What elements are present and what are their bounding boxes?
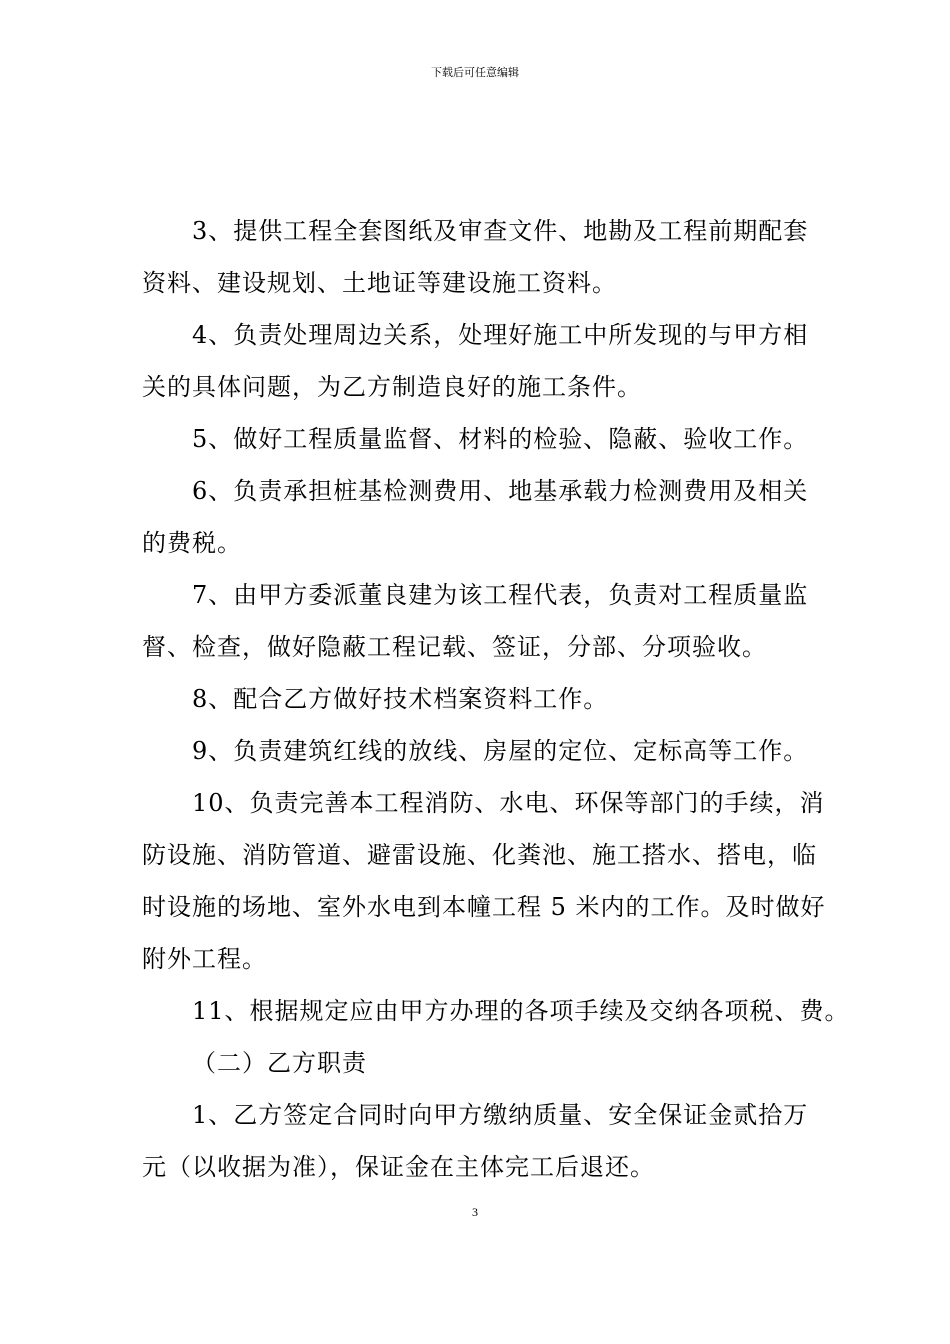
paragraph-line: 督、检查，做好隐蔽工程记载、签证，分部、分项验收。 [142,633,767,661]
section-heading: （二）乙方职责 [192,1049,367,1077]
paragraph-line: 的费税。 [142,529,242,557]
paragraph-line: 6、负责承担桩基检测费用、地基承载力检测费用及相关 [192,477,809,505]
paragraph-line: 元（以收据为准），保证金在主体完工后退还。 [142,1153,655,1181]
paragraph-line: 7、由甲方委派董良建为该工程代表，负责对工程质量监 [192,581,809,609]
paragraph-line: 11、根据规定应由甲方办理的各项手续及交纳各项税、费。 [192,997,850,1025]
paragraph-line: 9、负责建筑红线的放线、房屋的定位、定标高等工作。 [192,737,809,765]
paragraph-line: 8、配合乙方做好技术档案资料工作。 [192,685,609,713]
document-body [142,205,850,1193]
paragraph-line: 时设施的场地、室外水电到本幢工程 5 米内的工作。及时做好 [142,893,826,921]
paragraph-line: 5、做好工程质量监督、材料的检验、隐蔽、验收工作。 [192,425,809,453]
paragraph-line: 4、负责处理周边关系，处理好施工中所发现的与甲方相 [192,321,809,349]
paragraph-line: 资料、建设规划、土地证等建设施工资料。 [142,269,617,297]
paragraph-line: 关的具体问题，为乙方制造良好的施工条件。 [142,373,642,401]
paragraph-line: 10、负责完善本工程消防、水电、环保等部门的手续，消 [192,789,825,817]
paragraph-line: 1、乙方签定合同时向甲方缴纳质量、安全保证金贰拾万 [192,1101,809,1129]
page-number: 3 [472,1205,478,1219]
page-header: 下载后可任意编辑 [431,66,519,79]
paragraph-line: 防设施、消防管道、避雷设施、化粪池、施工搭水、搭电，临 [142,841,817,869]
paragraph-line: 3、提供工程全套图纸及审查文件、地勘及工程前期配套 [192,217,809,245]
paragraph-line: 附外工程。 [142,945,267,973]
